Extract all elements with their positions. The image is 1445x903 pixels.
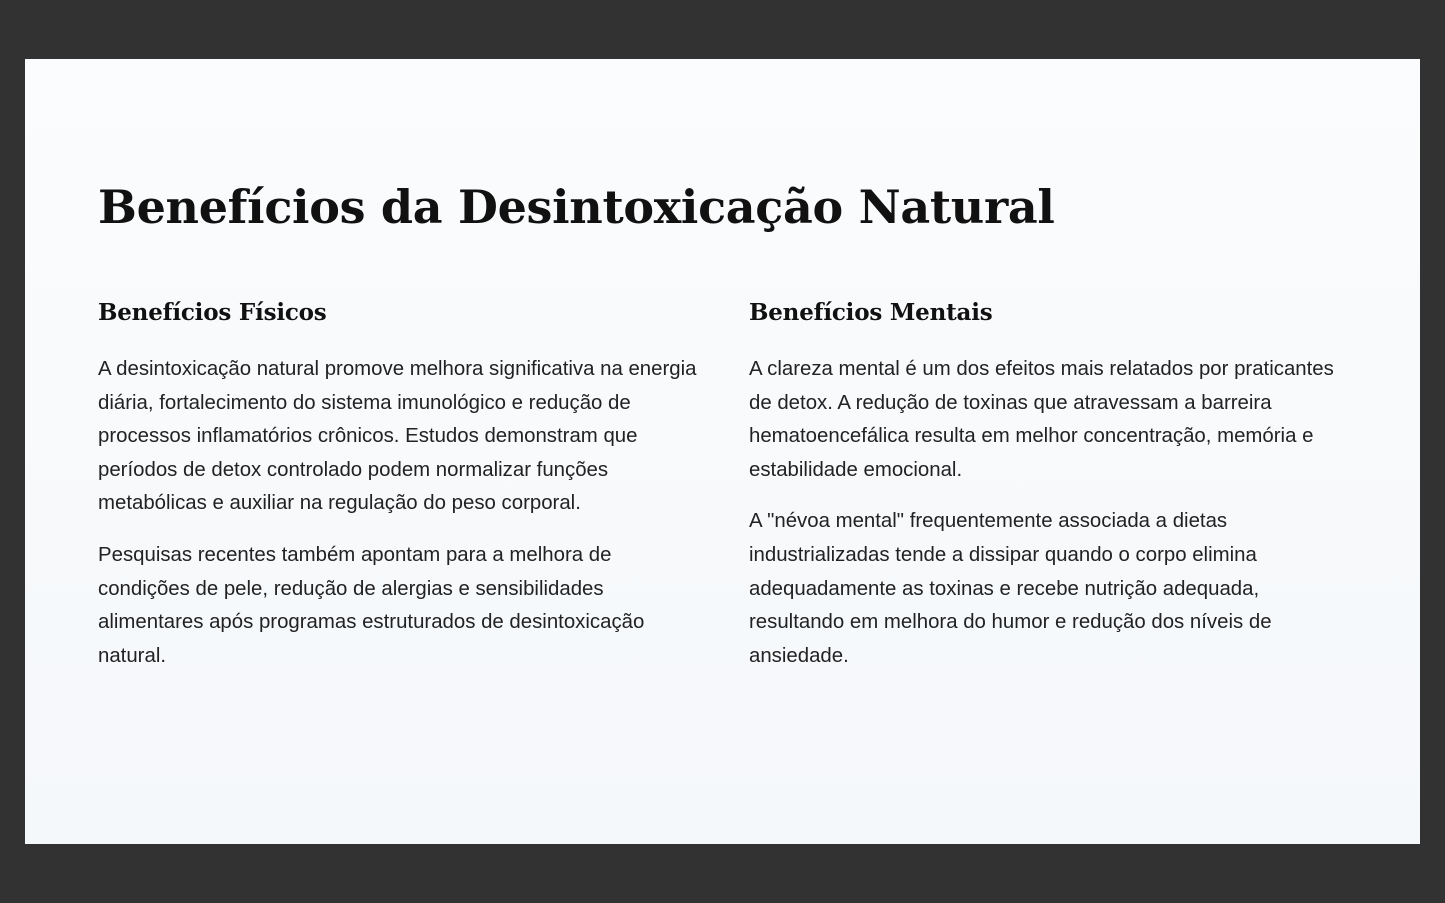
mental-benefits-column xyxy=(749,295,1349,691)
mental-benefits-paragraph-1: A clareza mental é um dos efeitos mais relatados por praticantes de detox. A redução de toxinas que atravessam a barreira hematoencefálica resulta em melhor concentração, memória e estabilidade emocional. xyxy=(749,358,1334,481)
slide xyxy=(25,59,1420,844)
physical-benefits-heading: Benefícios Físicos xyxy=(98,299,327,326)
physical-benefits-column xyxy=(98,295,698,691)
mental-benefits-heading: Benefícios Mentais xyxy=(749,299,993,326)
slide-title: Benefícios da Desintoxicação Natural xyxy=(98,180,1055,234)
mental-benefits-paragraph-2: A "névoa mental" frequentemente associada a dietas industrializadas tende a dissipar quando o corpo elimina adequadamente as toxinas e recebe nutrição adequada, resultando em melhora do humor e redução dos níveis de ansiedade. xyxy=(749,510,1272,667)
physical-benefits-paragraph-1: A desintoxicação natural promove melhora significativa na energia diária, fortalecimento do sistema imunológico e redução de processos inflamatórios crônicos. Estudos demonstram que períodos de detox controlado podem normalizar funções metabólicas e auxiliar na regulação do peso corporal. xyxy=(98,358,697,515)
physical-benefits-paragraph-2: Pesquisas recentes também apontam para a melhora de condições de pele, redução de alergias e sensibilidades alimentares após programas estruturados de desintoxicação natural. xyxy=(98,543,645,667)
